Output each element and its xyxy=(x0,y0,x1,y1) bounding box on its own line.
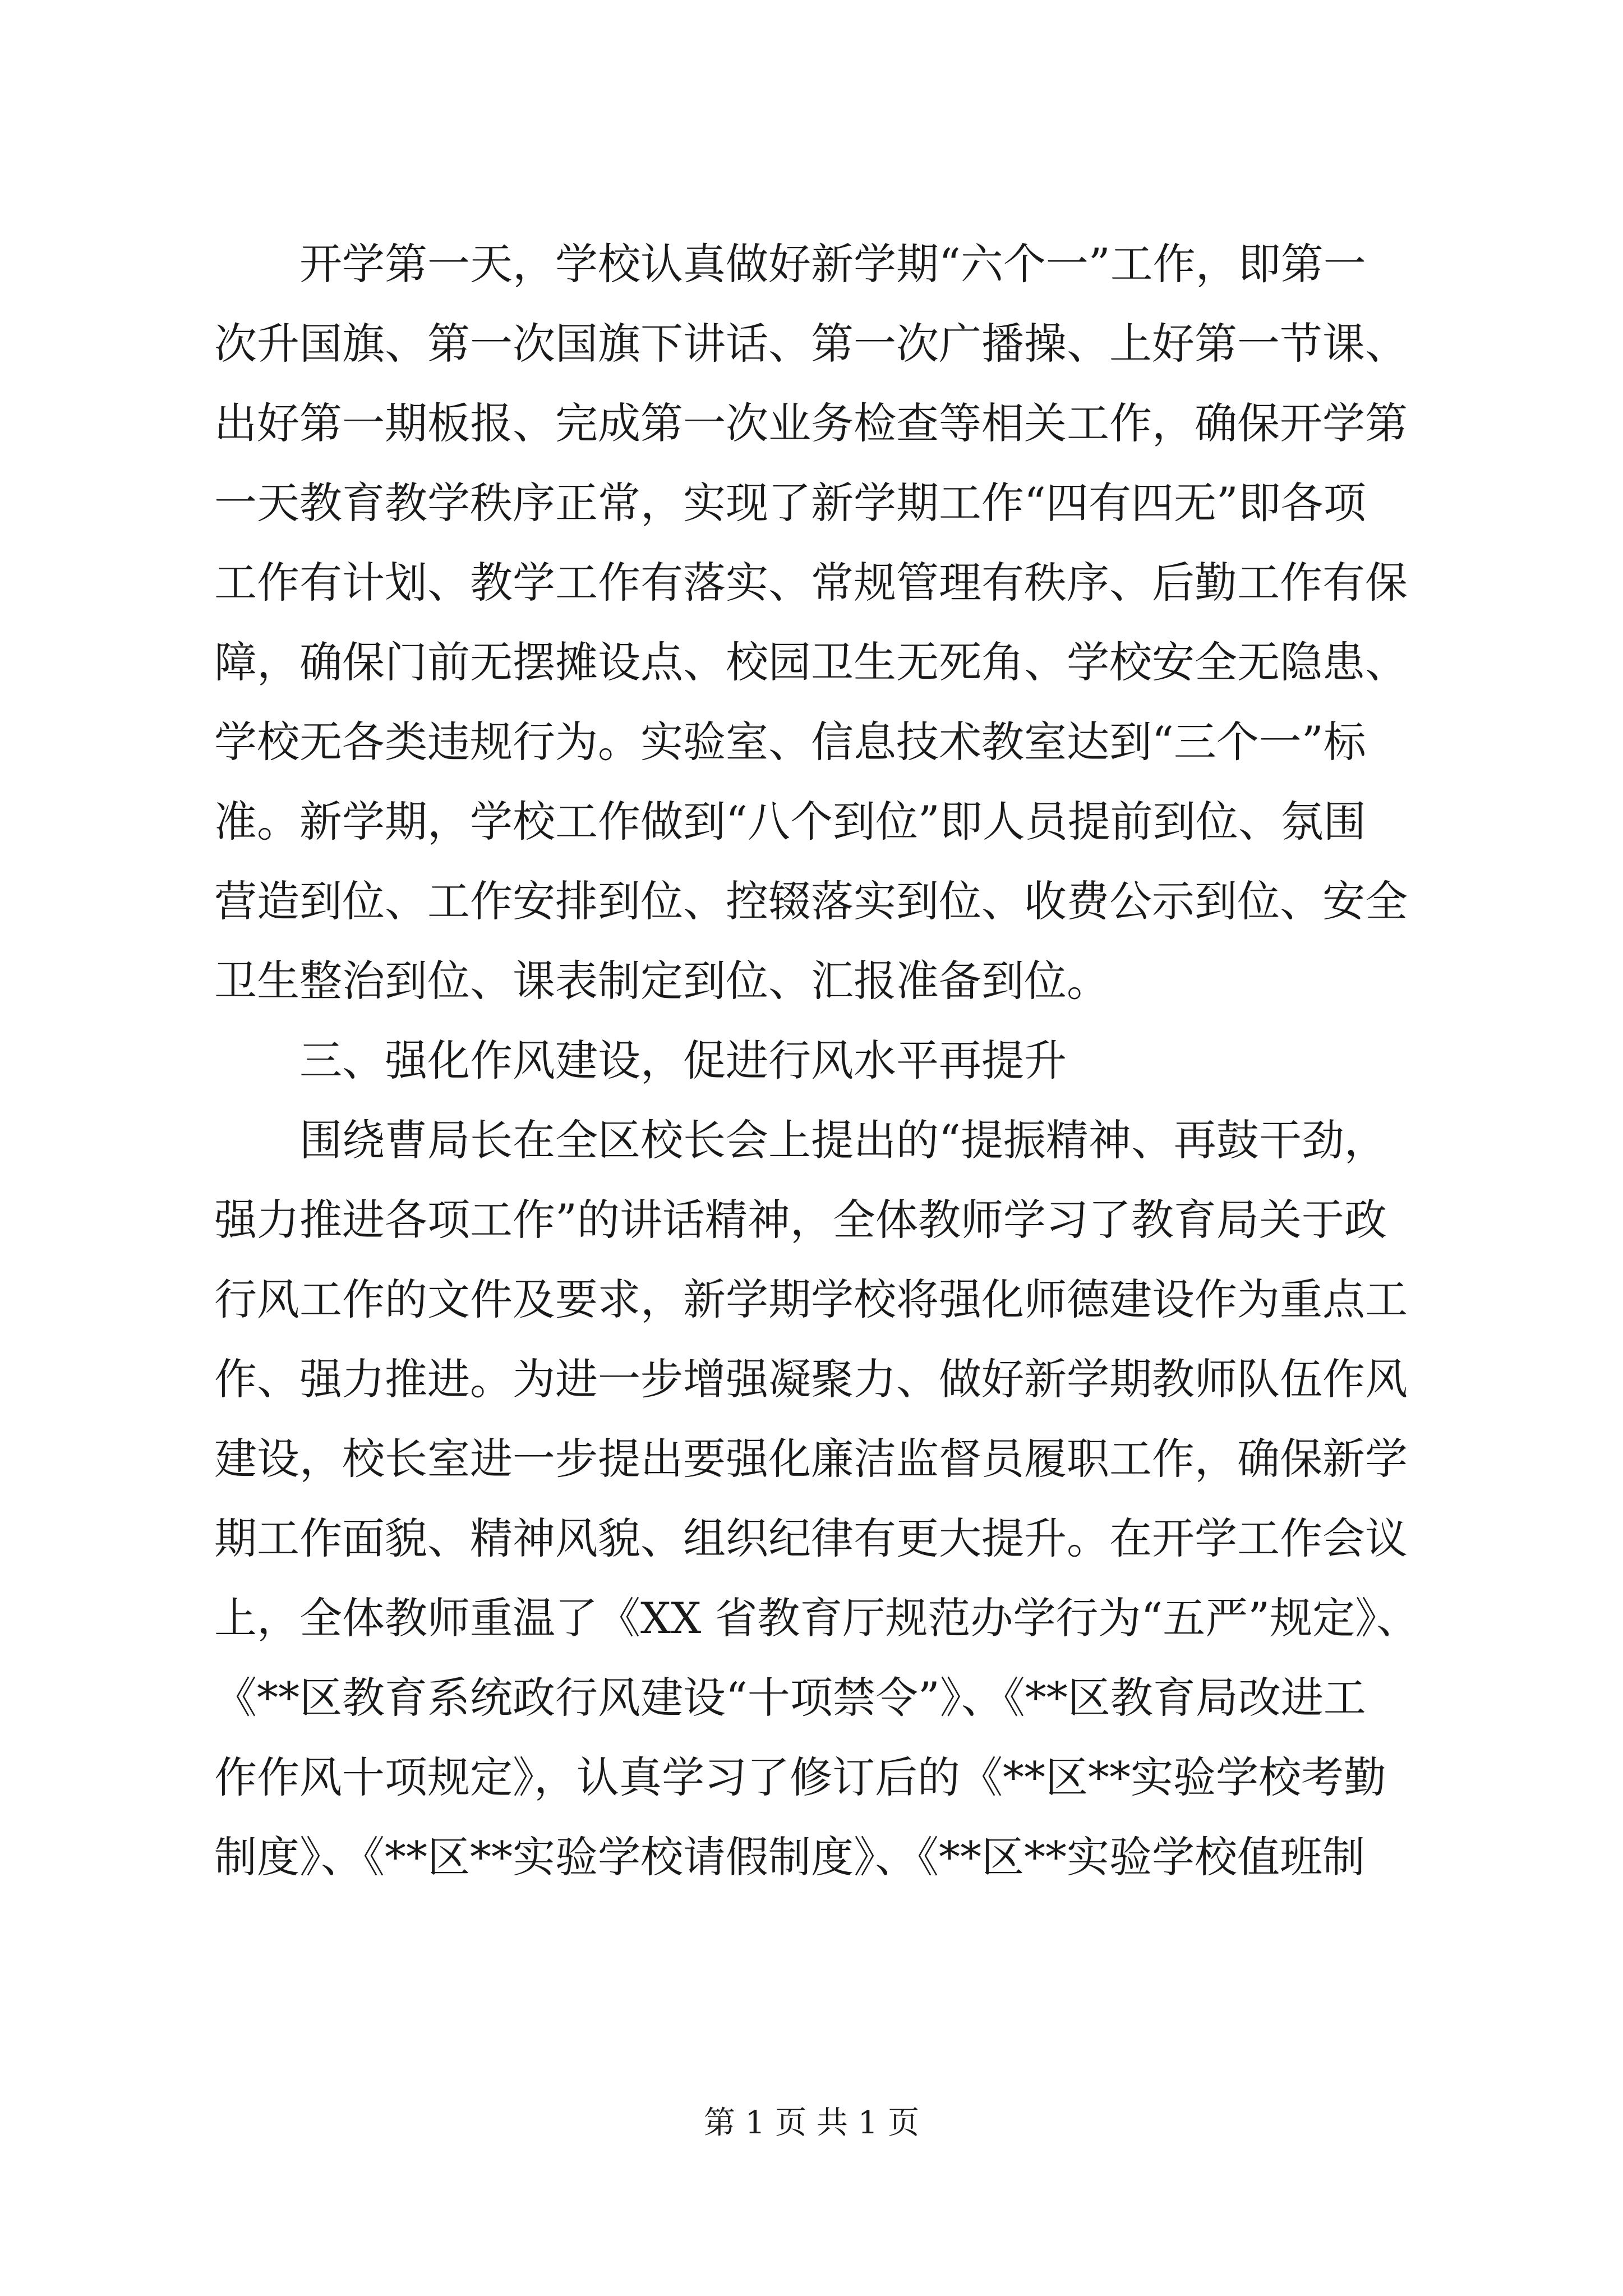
text-line-19: 《**区教育系统政行风建设“十项禁令”》、《**区教育局改进工 xyxy=(214,1673,1366,1723)
text-line-10: 卫生整治到位、课表制定到位、汇报准备到位。 xyxy=(214,956,1109,1006)
document-body xyxy=(214,224,1426,1897)
text-line-15: 作、强力推进。为进一步增强凝聚力、做好新学期教师队伍作风 xyxy=(214,1354,1408,1404)
text-line-9: 营造到位、工作安排到位、控辍落实到位、收费公示到位、安全 xyxy=(214,876,1408,926)
text-line-4: 一天教育教学秩序正常，实现了新学期工作“四有四无”即各项 xyxy=(214,478,1366,528)
text-line-13: 强力推进各项工作”的讲话精神，全体教师学习了教育局关于政 xyxy=(214,1195,1387,1245)
text-line-20: 作作风十项规定》，认真学习了修订后的《**区**实验学校考勤 xyxy=(214,1752,1386,1802)
text-line-16: 建设，校长室进一步提出要强化廉洁监督员履职工作，确保新学 xyxy=(214,1434,1408,1484)
text-line-8: 准。新学期，学校工作做到“八个到位”即人员提前到位、氛围 xyxy=(214,797,1366,846)
text-line-6: 障，确保门前无摆摊设点、校园卫生无死角、学校安全无隐患、 xyxy=(214,637,1408,687)
text-line-12: 围绕曹局长在全区校长会上提出的“提振精神、再鼓干劲， xyxy=(214,1115,1387,1165)
text-line-2: 次升国旗、第一次国旗下讲话、第一次广播操、上好第一节课、 xyxy=(214,319,1408,369)
text-line-21: 制度》、《**区**实验学校请假制度》、《**区**实验学校值班制 xyxy=(214,1832,1365,1882)
page-number-footer: 第 1 页 共 1 页 xyxy=(703,2105,920,2141)
text-line-5: 工作有计划、教学工作有落实、常规管理有秩序、后勤工作有保 xyxy=(214,558,1408,608)
text-line-18: 上，全体教师重温了《XX 省教育厅规范办学行为“五严”规定》、 xyxy=(214,1593,1419,1643)
text-line-1: 开学第一天，学校认真做好新学期“六个一”工作，即第一 xyxy=(214,239,1366,289)
text-line-14: 行风工作的文件及要求，新学期学校将强化师德建设作为重点工 xyxy=(214,1274,1408,1324)
text-line-17: 期工作面貌、精神风貌、组织纪律有更大提升。在开学工作会议 xyxy=(214,1513,1408,1563)
text-line-3: 出好第一期板报、完成第一次业务检查等相关工作，确保开学第 xyxy=(214,398,1408,448)
text-line-7: 学校无各类违规行为。实验室、信息技术教室达到“三个一”标 xyxy=(214,717,1366,767)
section-heading: 三、强化作风建设，促进行风水平再提升 xyxy=(214,1036,1067,1085)
